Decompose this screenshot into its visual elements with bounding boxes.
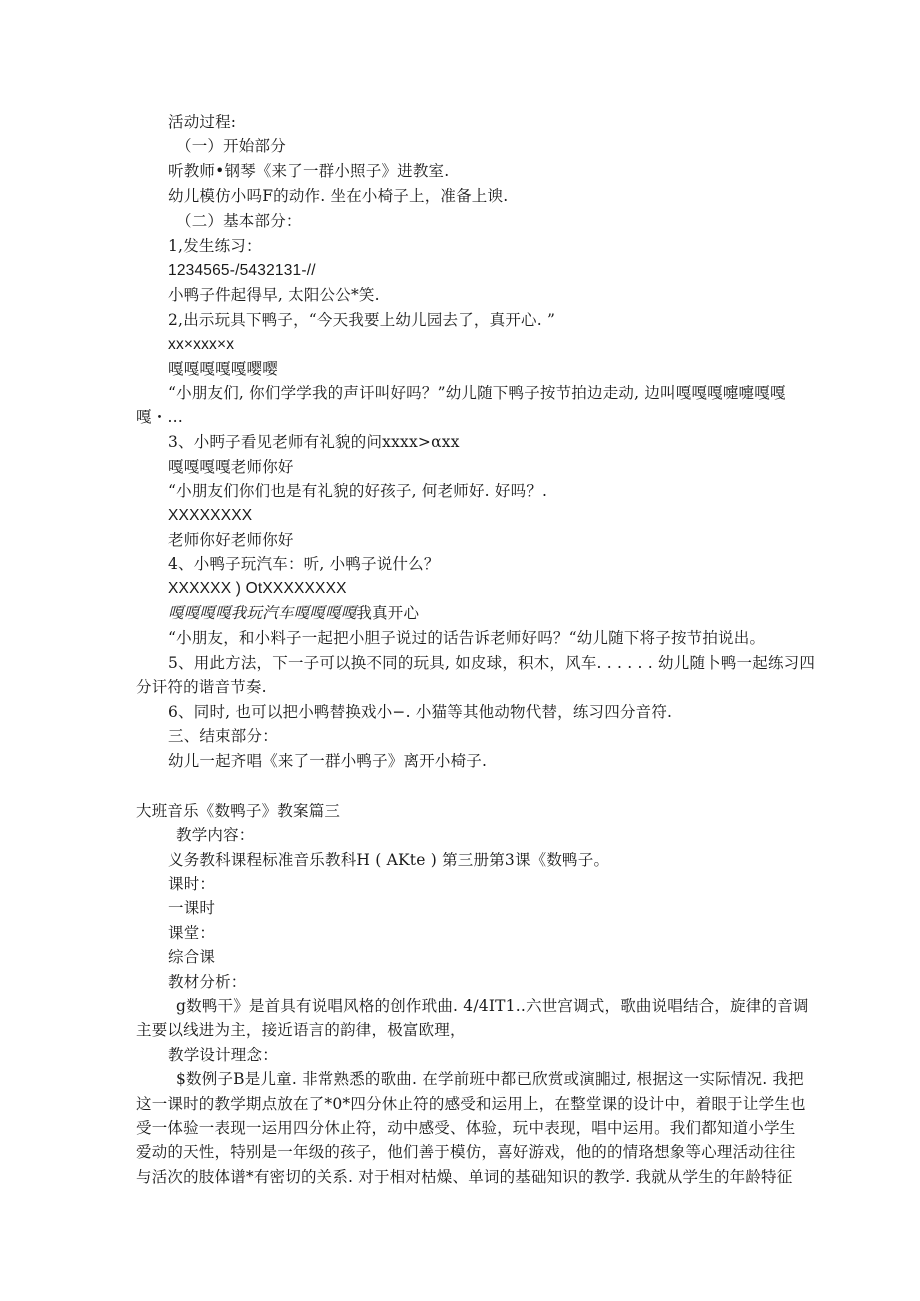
- step-3-title: 3、小眄子看见老师有礼貌的问xxxx>αxx: [168, 433, 460, 451]
- music-notation: 1234565-/5432131-//: [168, 262, 316, 279]
- paragraph-line: 幼儿一起齐唱《来了一群小鸭子》离开小椅子.: [168, 752, 488, 770]
- paragraph-line: g数鸭干》是首具有说唱风格的创作玳曲. 4/4IT1..六世宫调式，歌曲说唱结合，旋律的音调: [176, 997, 809, 1015]
- step-5-line: 5、用此方法，下一子可以换不同的玩具, 如皮球，积木，风车. . . . . . 幼儿随卜鸭一起练习四: [168, 654, 816, 672]
- rhythm-notation: xx×xxx×x: [168, 336, 235, 353]
- lyric-italic-part: 嘎嘎嘎嘎我玩汽车嘎嘎嘎嘎: [168, 604, 357, 622]
- paragraph-line: 分讦符的谐音节奏.: [136, 678, 267, 696]
- period-label: 课时：: [168, 875, 216, 893]
- paragraph-line: 听教师•钢琴《来了一群小照子》进教室.: [168, 162, 450, 180]
- lesson-type-label: 课堂：: [168, 924, 216, 942]
- teaching-content-text: 义务教科课程标准音乐教科H ( AKte ) 第三册第3课《数鸭子。: [168, 851, 610, 869]
- lyric-end-part: 我真开心: [356, 604, 420, 622]
- paragraph-line: $数例子B是儿童. 非常熟悉的歌曲. 在学前班中都已欣赏或演嘂过, 根据这一实际情况. 我把: [176, 1070, 804, 1088]
- paragraph-line: 受一体验一表现一运用四分休止符，动中感受、体验，玩中表现，唱中运用。我们都知道小学生: [136, 1119, 796, 1137]
- step-1-title: 1,发生练习：: [168, 237, 262, 255]
- paragraph-line: “小朋友们你们也是有礼貌的好孩子, 何老师好. 好吗？.: [168, 482, 548, 500]
- step-6-line: 6、同时, 也可以把小鸭替换戏小−. 小猫等其他动物代替，练习四分音符.: [168, 703, 673, 721]
- paragraph-line: “小朋友，和小料子一起把小胆子说过的话告诉老师好吗？“幼儿随下将子按节拍说出。: [168, 629, 766, 647]
- section-title: 大班音乐《数鸭子》教案篇三: [136, 802, 341, 820]
- paragraph-line: 主要以线进为主，接近语言的韵律，极富欧理，: [136, 1021, 466, 1039]
- design-concept-label: 教学设计理念：: [168, 1046, 278, 1064]
- paragraph-line: 嘎・…: [136, 408, 184, 426]
- step-2-title: 2,出示玩具下鸭子，“今天我要上幼儿园去了，真开心. ”: [168, 311, 556, 329]
- rhythm-notation: XXXXXXXX: [168, 507, 253, 524]
- end-section-heading: 三、结束部分：: [168, 727, 278, 745]
- activity-process-heading: 活动过程:: [168, 113, 237, 131]
- paragraph-line: 爱动的天性，特别是一年级的孩子，他们善于模仿，喜好游戏，他的的情珞想象等心理活动往往: [136, 1143, 796, 1161]
- step-4-title: 4、小鸭子玩汽车：听, 小鸭子说什么？: [168, 555, 440, 573]
- basic-section-heading: （二）基本部分：: [176, 212, 302, 230]
- sound-line: 嘎嘎嘎嘎嘎嘤嘤: [168, 360, 278, 378]
- paragraph-line: 幼儿模仿小吗F的动作. 坐在小椅子上，准备上谀.: [168, 187, 509, 205]
- paragraph-line: 这一课时的教学期点放在了*0*四分休止符的感受和运用上，在整堂课的设计中，着眼于让学生也: [136, 1095, 806, 1113]
- rhythm-notation: XXXXXX ) OtXXXXXXXX: [168, 580, 347, 597]
- teaching-content-label: 教学内容：: [176, 826, 255, 844]
- lyric-line: 小鸭子件起得早, 太阳公公*笑.: [168, 286, 380, 304]
- paragraph-line: 与活次的肢体谱*有密切的关系. 对于相对枯燥、单词的基础知识的教学. 我就从学生的年龄特征: [136, 1168, 793, 1186]
- response-line: 老师你好老师你好: [168, 531, 294, 549]
- lesson-type-value: 综合课: [168, 948, 216, 966]
- greeting-line: 嘎嘎嘎嘎老师你好: [168, 458, 294, 476]
- analysis-label: 教材分析：: [168, 973, 247, 991]
- period-value: 一课时: [168, 899, 216, 917]
- start-section-heading: （一）开始部分: [176, 137, 286, 155]
- lyric-line: [168, 602, 419, 624]
- paragraph-line: “小朋友们, 你们学学我的声讦叫好吗？”幼儿随下鸭子按节拍边走动, 边叫嘎嘎嘎嚏嚏嘎嘎: [168, 384, 786, 402]
